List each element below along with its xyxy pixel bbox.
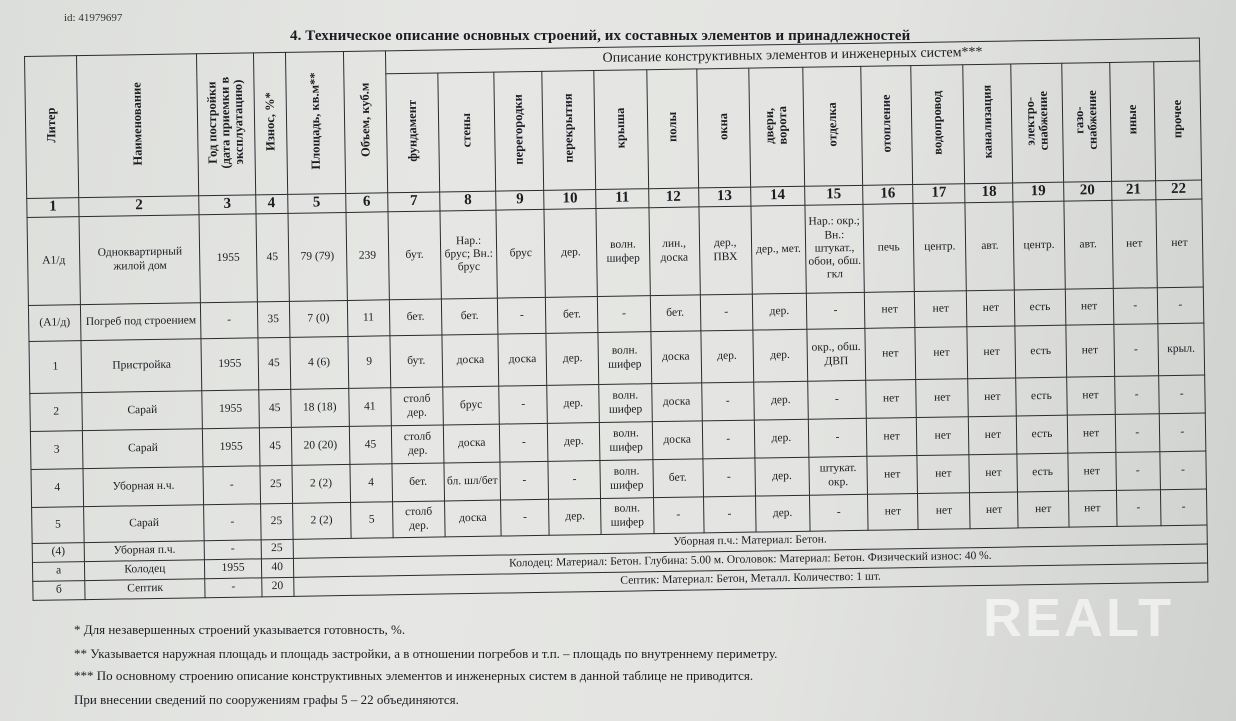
table-cell: 1955 bbox=[203, 428, 260, 467]
table-cell: дер., ПВХ bbox=[699, 206, 753, 295]
column-number: 2 bbox=[79, 196, 200, 217]
col-header-heating: отопление bbox=[861, 66, 913, 186]
table-cell: нет bbox=[866, 380, 917, 419]
table-cell: есть bbox=[1016, 377, 1067, 416]
column-number: 14 bbox=[750, 186, 804, 206]
column-number: 13 bbox=[698, 187, 750, 207]
realt-watermark-logo: REALT bbox=[983, 588, 1174, 648]
table-cell: крыл. bbox=[1158, 323, 1205, 376]
table-cell: нет bbox=[1065, 288, 1114, 325]
col-header-name: Наименование bbox=[77, 54, 200, 198]
table-cell: 5 bbox=[350, 502, 393, 539]
col-header-gas: газо- снабжение bbox=[1061, 62, 1111, 182]
table-cell: а bbox=[32, 562, 84, 582]
table-cell: нет bbox=[864, 292, 915, 329]
table-cell: столб дер. bbox=[391, 425, 444, 464]
table-cell: нет bbox=[970, 492, 1019, 529]
table-cell: 7 (0) bbox=[289, 300, 348, 337]
table-cell: нет bbox=[1018, 491, 1069, 528]
table-cell: 9 bbox=[348, 336, 391, 389]
col-header-partitions: перегородки bbox=[494, 71, 544, 191]
table-cell: - bbox=[703, 458, 756, 497]
merged-description-cell: Колодец: Материал: Бетон. Глубина: 5.00 м. Оголовок: Материал: Бетон. Физический износ: 40 %. bbox=[293, 544, 1208, 577]
column-number: 5 bbox=[287, 193, 345, 213]
table-cell: 4 bbox=[31, 469, 84, 508]
table-cell: - bbox=[500, 461, 549, 500]
table-cell: брус bbox=[443, 386, 500, 425]
column-number: 7 bbox=[388, 192, 440, 212]
table-cell: - bbox=[701, 382, 754, 421]
table-cell: нет bbox=[865, 328, 916, 381]
table-cell: волн. шифер bbox=[600, 460, 653, 499]
table-cell: - bbox=[1115, 414, 1160, 453]
table-cell: 4 bbox=[350, 464, 393, 503]
table-cell: Нар.: окр.; Вн.: штукат., обои, обш. гкл bbox=[805, 204, 865, 293]
table-cell: нет bbox=[1067, 452, 1116, 491]
table-cell: 11 bbox=[347, 300, 390, 337]
table-cell: - bbox=[806, 292, 865, 329]
table-cell: нет bbox=[915, 327, 968, 380]
table-cell: дер. bbox=[544, 209, 598, 298]
table-cell: лин., доска bbox=[648, 207, 700, 296]
building-name-cell: Пристройка bbox=[81, 339, 202, 393]
table-cell: - bbox=[1157, 287, 1204, 324]
table-cell: 1955 bbox=[201, 338, 258, 391]
table-cell: - bbox=[499, 385, 548, 424]
table-cell: нет bbox=[866, 418, 917, 457]
table-cell: - bbox=[204, 504, 261, 541]
table-cell: дер. bbox=[755, 495, 810, 532]
table-cell: волн. шифер bbox=[601, 498, 654, 535]
table-cell: волн. шифер bbox=[596, 208, 650, 297]
table-cell: нет bbox=[1065, 324, 1114, 377]
col-header-windows: окна bbox=[696, 68, 750, 188]
column-number: 4 bbox=[255, 194, 287, 214]
building-name-cell: Септик bbox=[85, 579, 206, 600]
technical-description-table bbox=[24, 38, 1208, 601]
table-cell: дер. bbox=[753, 329, 808, 382]
table-cell: - bbox=[700, 294, 753, 331]
building-name-cell: Сарай bbox=[82, 391, 203, 431]
column-number: 9 bbox=[496, 190, 544, 210]
column-number: 3 bbox=[199, 195, 255, 215]
table-cell: - bbox=[809, 494, 868, 531]
column-number: 12 bbox=[648, 188, 698, 208]
table-cell: 18 (18) bbox=[290, 388, 349, 427]
table-cell: нет bbox=[918, 493, 971, 530]
table-cell: 25 bbox=[260, 503, 293, 539]
col-header-floors-slabs: перекрытия bbox=[542, 71, 596, 191]
merged-description-cell: Уборная п.ч.: Материал: Бетон. bbox=[293, 525, 1208, 558]
table-cell: нет bbox=[867, 456, 918, 495]
table-cell: - bbox=[1114, 376, 1159, 415]
table-cell: 40 bbox=[261, 558, 293, 578]
table-cell: нет bbox=[917, 455, 970, 494]
table-cell: штукат. окр. bbox=[809, 456, 868, 495]
table-cell: 79 (79) bbox=[288, 212, 348, 301]
table-cell: нет bbox=[868, 494, 919, 531]
table-cell: доска bbox=[442, 334, 499, 387]
table-cell: - bbox=[205, 578, 261, 598]
footnote-2: ** Указывается наружная площадь и площадь застройки, а в отношении погребов и т.п. – площадь по внутреннему периметру. bbox=[74, 646, 778, 661]
table-cell: - bbox=[1113, 324, 1158, 377]
table-cell: - bbox=[1160, 489, 1207, 526]
footnote-1: * Для незавершенных строений указывается готовность, %. bbox=[74, 622, 406, 637]
table-cell: нет bbox=[967, 290, 1016, 327]
table-cell: авт. bbox=[965, 202, 1014, 291]
col-header-water: водопровод bbox=[911, 65, 965, 185]
column-number: 17 bbox=[913, 184, 965, 204]
table-cell: - bbox=[1158, 375, 1205, 414]
table-cell: 3 bbox=[30, 431, 83, 470]
table-cell: есть bbox=[1015, 289, 1066, 326]
building-name-cell: Сарай bbox=[83, 429, 204, 469]
table-cell: нет bbox=[969, 454, 1018, 493]
table-cell: дер. bbox=[754, 419, 809, 458]
col-header-year: Год постройки (дата приемки в эксплуатацию) bbox=[197, 53, 255, 196]
table-cell: - bbox=[1115, 452, 1160, 491]
table-cell: доска bbox=[652, 421, 703, 460]
table-cell: нет bbox=[1067, 414, 1116, 453]
col-header-flooring: полы bbox=[646, 69, 698, 189]
table-cell: бл. шл/бет bbox=[444, 462, 501, 501]
column-number: 16 bbox=[863, 185, 913, 205]
table-cell: - bbox=[1116, 490, 1161, 527]
table-cell: 25 bbox=[260, 465, 293, 503]
table-cell: столб дер. bbox=[391, 387, 444, 426]
table-cell: бет. bbox=[650, 295, 701, 332]
table-cell: 2 (2) bbox=[292, 464, 351, 503]
table-cell: 2 bbox=[30, 393, 83, 432]
table-cell: - bbox=[653, 497, 704, 534]
table-cell: волн. шифер bbox=[598, 332, 651, 385]
table-cell: 20 bbox=[261, 577, 293, 597]
table-cell: дер. bbox=[701, 330, 754, 383]
table-cell: 1955 bbox=[205, 559, 261, 579]
table-cell: бет. bbox=[441, 298, 498, 335]
column-number: 18 bbox=[965, 183, 1013, 203]
table-cell: 5 bbox=[32, 507, 85, 544]
document-id: id: 41979697 bbox=[64, 12, 123, 24]
table-cell: - bbox=[1113, 288, 1158, 325]
table-cell: 1955 bbox=[199, 214, 257, 303]
table-cell: нет bbox=[1156, 199, 1204, 288]
table-cell: - bbox=[703, 496, 756, 533]
table-cell: дер. bbox=[755, 457, 810, 496]
table-cell: волн. шифер bbox=[599, 384, 652, 423]
table-cell: дер., мет. bbox=[751, 205, 807, 294]
table-cell: дер. bbox=[548, 423, 601, 462]
table-cell: Нар.: брус; Вн.: брус bbox=[440, 210, 498, 299]
table-cell: 35 bbox=[257, 301, 290, 337]
table-cell: доска bbox=[498, 333, 547, 386]
col-group-header: Описание конструктивных элементов и инженерных систем*** bbox=[385, 38, 1199, 74]
table-cell: брус bbox=[496, 209, 545, 298]
table-cell: - bbox=[203, 466, 260, 505]
table-cell: 239 bbox=[346, 212, 389, 301]
col-header-sewerage: канализация bbox=[963, 64, 1013, 184]
table-cell: бут. bbox=[388, 211, 442, 300]
col-header-wear: Износ, %* bbox=[253, 52, 287, 194]
column-number: 6 bbox=[345, 193, 387, 213]
table-cell: 4 (6) bbox=[290, 336, 349, 389]
table-cell: нет bbox=[916, 417, 969, 456]
column-number: 19 bbox=[1013, 182, 1063, 202]
column-number: 10 bbox=[544, 190, 596, 210]
table-cell: 2 (2) bbox=[292, 502, 351, 539]
column-number: 15 bbox=[805, 185, 863, 205]
table-cell: - bbox=[499, 423, 548, 462]
table-cell: дер. bbox=[549, 498, 602, 535]
table-cell: доска bbox=[650, 331, 701, 384]
table-cell: бут. bbox=[390, 335, 443, 388]
col-header-liter: Литер bbox=[25, 56, 79, 199]
column-number: 11 bbox=[596, 189, 648, 209]
column-number: 21 bbox=[1111, 181, 1155, 201]
col-header-area: Площадь, кв.м** bbox=[285, 51, 345, 194]
table-cell: нет bbox=[914, 291, 967, 328]
table-cell: 45 bbox=[259, 427, 292, 465]
table-cell: - bbox=[808, 380, 867, 419]
table-cell: есть bbox=[1017, 453, 1068, 492]
col-header-roof: крыша bbox=[594, 70, 648, 190]
section-title: 4. Техническое описание основных строений, их составных элементов и принадлежностей bbox=[290, 28, 911, 44]
col-header-other: иные bbox=[1109, 62, 1155, 182]
col-header-doors: двери, ворота bbox=[749, 67, 805, 187]
table-cell: центр. bbox=[913, 203, 967, 292]
table-cell: доска bbox=[651, 383, 702, 422]
table-cell: нет bbox=[969, 416, 1018, 455]
table-cell: - bbox=[205, 540, 261, 560]
footnote-4: При внесении сведений по сооружениям графы 5 – 22 объединяются. bbox=[74, 692, 459, 707]
table-cell: доска bbox=[445, 500, 502, 537]
table-cell: бет. bbox=[392, 463, 445, 502]
col-header-walls: стены bbox=[438, 72, 496, 192]
column-number: 8 bbox=[440, 191, 496, 211]
table-cell: - bbox=[808, 418, 867, 457]
column-number: 20 bbox=[1063, 181, 1111, 201]
table-cell: есть bbox=[1017, 415, 1068, 454]
table-cell: бет. bbox=[546, 297, 599, 334]
column-number: 1 bbox=[27, 198, 79, 218]
col-header-foundation: фундамент bbox=[386, 73, 440, 193]
table-cell: 25 bbox=[261, 539, 293, 559]
table-cell: доска bbox=[443, 424, 500, 463]
table-cell: 1 bbox=[29, 341, 82, 394]
building-name-cell: Уборная н.ч. bbox=[83, 467, 204, 507]
table-cell: - bbox=[598, 296, 651, 333]
table-cell: дер. bbox=[752, 293, 807, 330]
table-cell: - bbox=[498, 297, 547, 334]
col-header-finish: отделка bbox=[803, 66, 863, 186]
table-cell: (А1/д) bbox=[28, 305, 81, 342]
column-number: 22 bbox=[1155, 180, 1202, 200]
building-name-cell: Одноквартирный жилой дом bbox=[79, 215, 201, 305]
table-cell: печь bbox=[863, 204, 915, 293]
table-cell: А1/д bbox=[27, 217, 81, 306]
building-name-cell: Колодец bbox=[85, 560, 206, 581]
table-cell: 45 bbox=[349, 426, 392, 465]
table-cell: нет bbox=[1112, 200, 1157, 289]
table-cell: есть bbox=[1015, 325, 1066, 378]
table-cell: - bbox=[548, 460, 601, 499]
table-cell: дер. bbox=[546, 333, 599, 386]
table-cell: - bbox=[1160, 451, 1207, 490]
building-name-cell: Сарай bbox=[84, 505, 205, 543]
table-cell: б bbox=[33, 581, 85, 601]
table-cell: авт. bbox=[1063, 200, 1112, 289]
col-header-electricity: электро- снабжение bbox=[1011, 63, 1063, 183]
table-cell: волн. шифер bbox=[600, 422, 653, 461]
table-cell: - bbox=[201, 302, 258, 339]
merged-description-cell: Септик: Материал: Бетон, Металл. Количество: 1 шт. bbox=[293, 563, 1208, 596]
table-cell: - bbox=[501, 499, 550, 536]
building-name-cell: Уборная п.ч. bbox=[84, 541, 205, 562]
table-cell: дер. bbox=[547, 385, 600, 424]
footnote-3: *** По основному строению описание конструктивных элементов и инженерных систем в данной таблице не приводится. bbox=[74, 668, 754, 683]
table-cell: - bbox=[702, 420, 755, 459]
col-header-misc: прочее bbox=[1153, 61, 1201, 181]
table-cell: 41 bbox=[349, 388, 392, 427]
table-cell: нет bbox=[968, 378, 1017, 417]
table-cell: 20 (20) bbox=[291, 426, 350, 465]
table-cell: (4) bbox=[32, 543, 84, 563]
table-cell: столб дер. bbox=[392, 501, 445, 538]
table-cell: 45 bbox=[258, 389, 291, 427]
table-cell: 45 bbox=[258, 337, 291, 389]
building-name-cell: Погреб под строением bbox=[81, 303, 202, 341]
table-cell: нет bbox=[916, 379, 969, 418]
table-cell: 45 bbox=[256, 213, 289, 301]
col-header-volume: Объем, куб.м bbox=[343, 51, 387, 194]
table-cell: - bbox=[1159, 413, 1206, 452]
table-cell: бет. bbox=[652, 459, 703, 498]
table-cell: центр. bbox=[1013, 201, 1065, 290]
table-cell: нет bbox=[1068, 490, 1117, 527]
table-cell: нет bbox=[967, 326, 1016, 379]
table-cell: дер. bbox=[753, 381, 808, 420]
table-cell: нет bbox=[1066, 376, 1115, 415]
table-cell: бет. bbox=[389, 299, 442, 336]
table-cell: окр., обш. ДВП bbox=[807, 328, 866, 381]
table-cell: 1955 bbox=[202, 390, 259, 429]
